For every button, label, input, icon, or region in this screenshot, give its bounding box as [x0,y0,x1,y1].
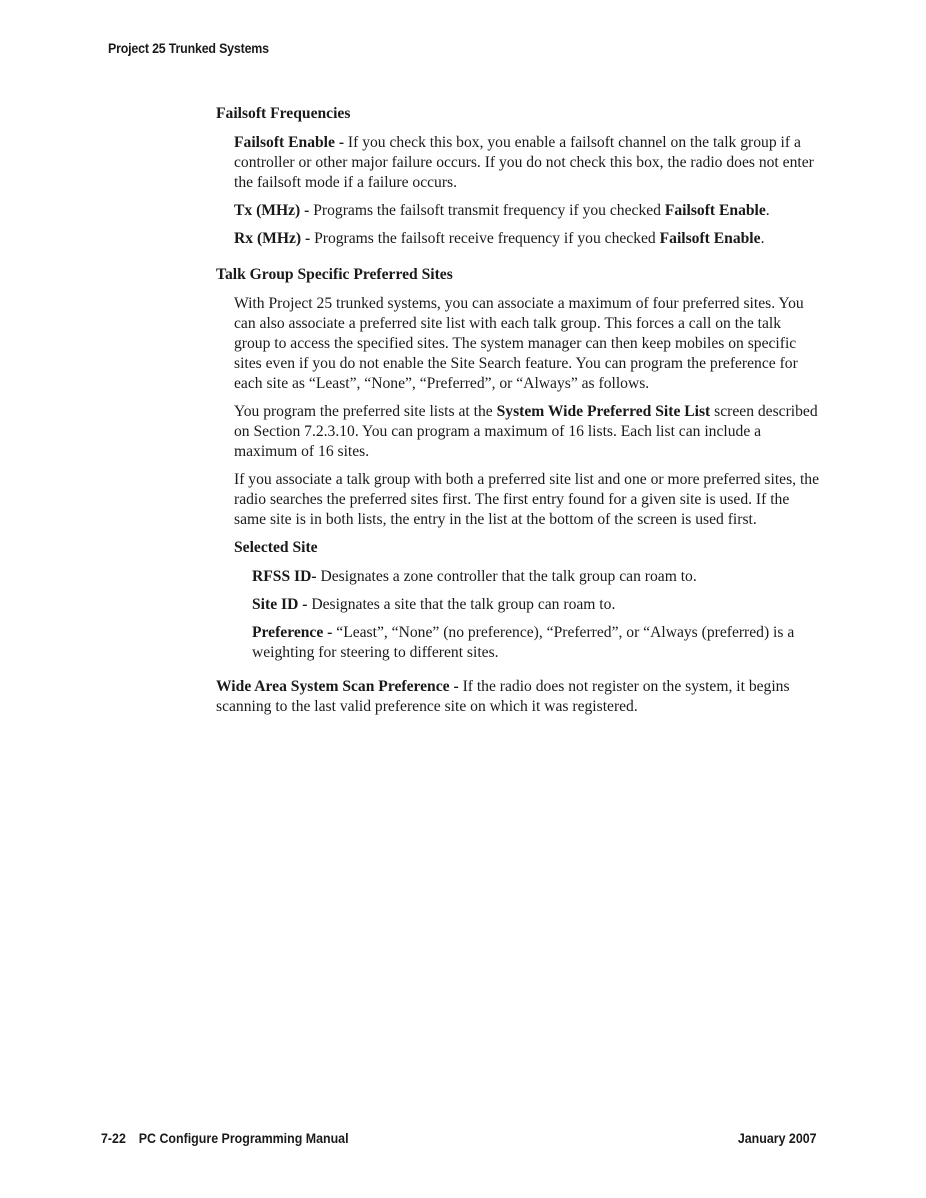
para2-start: You program the preferred site lists at the [234,403,497,420]
tx-text: Programs the failsoft transmit frequency if you checked [309,202,665,219]
selected-site-heading: Selected Site [234,539,318,556]
rx-ref: Failsoft Enable [659,230,761,247]
site-id-text: Designates a site that the talk group can roam to. [307,596,616,613]
failsoft-enable-paragraph [234,133,820,193]
tx-ref: Failsoft Enable [664,202,766,219]
rfss-id-paragraph [252,567,820,587]
tx-term: Tx (MHz) - [234,202,310,219]
preferred-sites-para2 [234,402,820,462]
failsoft-enable-term: Failsoft Enable - [234,134,345,151]
preference-term: Preference - [252,624,333,641]
tx-paragraph [234,201,820,221]
rfss-id-text: Designates a zone controller that the talk group can roam to. [316,568,697,585]
preferred-sites-para1: With Project 25 trunked systems, you can associate a maximum of four preferred sites. You can also associate a preferred site list with each talk group. This forces a call on the talk group to access the specified sites. The system manager can then keep mobiles on specific sites even if you do not enable the Site Search feature. You can program the preference for each site as “Least”, “None”, “Preferred”, or “Always” as follows. [234,295,804,392]
rfss-id-term: RFSS ID- [252,568,317,585]
site-id-term: Site ID - [252,596,308,613]
failsoft-heading: Failsoft Frequencies [216,105,351,122]
rx-end: . [760,230,765,247]
preferred-sites-heading: Talk Group Specific Preferred Sites [216,266,453,283]
running-header: Project 25 Trunked Systems [108,41,269,56]
preference-paragraph [252,623,820,663]
footer-left [101,1131,349,1146]
para2-ref: System Wide Preferred Site List [496,403,711,420]
preferred-sites-para3: If you associate a talk group with both a preferred site list and one or more preferred sites, the radio searches the preferred sites first. The first entry found for a given site is used. If the same site is in both lists, the entry in the list at the bottom of the screen is used first. [234,471,819,528]
para2-end: screen described on Section 7.2.3.10. You can program a maximum of 16 lists. Each list can include a maximum of 16 sites. [234,403,818,460]
rx-text: Programs the failsoft receive frequency if you checked [310,230,660,247]
failsoft-enable-text: If you check this box, you enable a failsoft channel on the talk group if a controller or other major failure occurs. If you do not check this box, the radio does not enter the failsoft mode if a failure occurs. [234,134,814,191]
rx-term: Rx (MHz) - [234,230,311,247]
preference-text: “Least”, “None” (no preference), “Preferred”, or “Always (preferred) is a weighting for steering to different sites. [252,624,795,661]
footer-date: January 2007 [738,1131,817,1146]
page-number: 7-22 [101,1131,126,1146]
site-id-paragraph [252,595,820,615]
wide-area-text: If the radio does not register on the system, it begins scanning to the last valid preference site on which it was registered. [216,678,790,715]
wide-area-term: Wide Area System Scan Preference - [216,678,459,695]
page-body [216,104,820,725]
manual-title: PC Configure Programming Manual [138,1131,349,1146]
wide-area-scan-paragraph [216,677,820,717]
tx-end: . [765,202,770,219]
rx-paragraph [234,229,820,249]
